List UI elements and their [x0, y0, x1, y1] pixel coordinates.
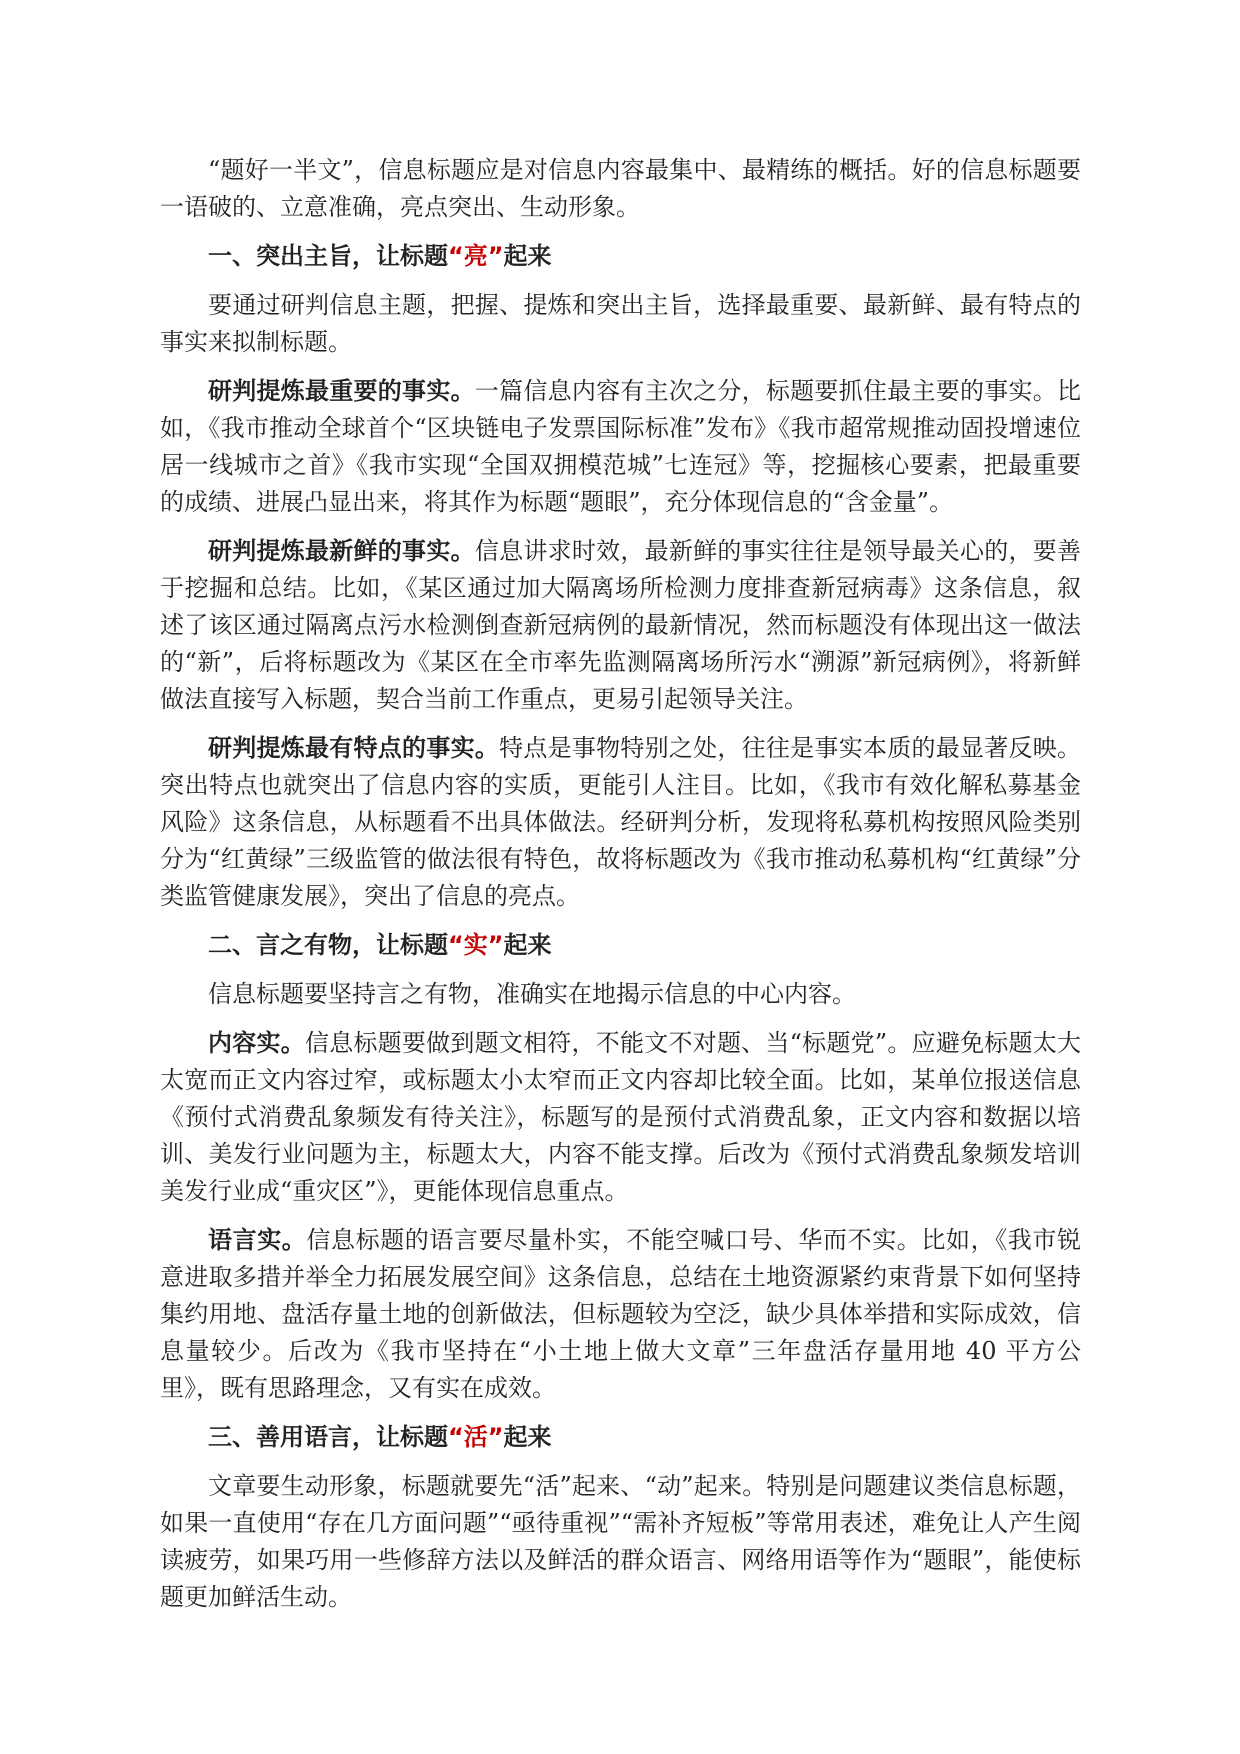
item-text: 信息标题要做到题文相符，不能文不对题、当“标题党”。应避免标题太大太宽而正文内容过窄，或标题太小太窄而正文内容却比较全面。比如，某单位报送信息《预付式消费乱象频发有待关注》，标题写的是预付式消费乱象，正文内容和数据以培训、美发行业问题为主，标题太大，内容不能支撑。后改为《预付式消费乱象频发培训美发行业成“重灾区”》，更能体现信息重点。	[160, 1029, 1082, 1205]
item-text: 一篇信息内容有主次之分，标题要抓住最主要的事实。比如，《我市推动全球首个“区块链电子发票国际标准”发布》《我市超常规推动固投增速位居一线城市之首》《我市实现“全国双拥模范城”七连冠》等，挖掘核心要素，把最重要的成绩、进展凸显出来，将其作为标题“题眼”，充分体现信息的“含金量”。	[160, 377, 1081, 516]
item-lead: 研判提炼最重要的事实。	[208, 377, 475, 405]
intro-paragraph: “题好一半文”，信息标题应是对信息内容最集中、最精练的概括。好的信息标题要一语破的、立意准确，亮点突出、生动形象。	[160, 156, 1081, 221]
item-lead: 研判提炼最新鲜的事实。	[208, 537, 475, 565]
section-heading-3	[160, 1419, 1081, 1456]
item-paragraph	[160, 533, 1081, 718]
section-heading-suffix: 起来	[503, 242, 552, 270]
section-heading-text: 二、言之有物，让标题	[208, 931, 448, 959]
item-text: 信息标题的语言要尽量朴实，不能空喊口号、华而不实。比如，《我市锐意进取多措并举全力拓展发展空间》这条信息，总结在土地资源紧约束背景下如何坚持集约用地、盘活存量土地的创新做法，但标题较为空泛，缺少具体举措和实际成效，信息量较少。后改为《我市坚持在“小土地上做大文章”三年盘活存量用地 40 平方公里》，既有思路理念，又有实在成效。	[160, 1226, 1082, 1402]
section-heading-suffix: 起来	[503, 1423, 552, 1451]
section-heading-keyword: “活”	[448, 1423, 504, 1451]
section-intro-paragraph: 文章要生动形象，标题就要先“活”起来、“动”起来。特别是问题建议类信息标题，如果一直使用“存在几方面问题”“亟待重视”“需补齐短板”等常用表述，难免让人产生阅读疲劳，如果巧用一些修辞方法以及鲜活的群众语言、网络用语等作为“题眼”，能使标题更加鲜活生动。	[160, 1472, 1081, 1611]
item-lead: 研判提炼最有特点的事实。	[208, 734, 500, 762]
item-paragraph	[160, 1025, 1081, 1210]
item-paragraph	[160, 1222, 1081, 1407]
section-intro-paragraph: 信息标题要坚持言之有物，准确实在地揭示信息的中心内容。	[208, 980, 856, 1008]
item-lead: 内容实。	[208, 1029, 305, 1057]
section-intro-paragraph: 要通过研判信息主题，把握、提炼和突出主旨，选择最重要、最新鲜、最有特点的事实来拟制标题。	[160, 291, 1081, 356]
section-heading-text: 三、善用语言，让标题	[208, 1423, 448, 1451]
item-paragraph	[160, 730, 1081, 915]
section-heading-keyword: “亮”	[448, 242, 504, 270]
section-heading-suffix: 起来	[503, 931, 552, 959]
document-body	[160, 152, 1081, 1628]
item-text: 信息讲求时效，最新鲜的事实往往是领导最关心的，要善于挖掘和总结。比如，《某区通过加大隔离场所检测力度排查新冠病毒》这条信息，叙述了该区通过隔离点污水检测倒查新冠病例的最新情况，然而标题没有体现出这一做法的“新”，后将标题改为《某区在全市率先监测隔离场所污水“溯源”新冠病例》，将新鲜做法直接写入标题，契合当前工作重点，更易引起领导关注。	[160, 537, 1081, 713]
section-heading-text: 一、突出主旨，让标题	[208, 242, 448, 270]
item-lead: 语言实。	[208, 1226, 307, 1254]
item-paragraph	[160, 373, 1081, 521]
section-heading-1	[160, 238, 1081, 275]
section-heading-2	[160, 927, 1081, 964]
section-heading-keyword: “实”	[448, 931, 504, 959]
item-text: 特点是事物特别之处，往往是事实本质的最显著反映。突出特点也就突出了信息内容的实质，更能引人注目。比如，《我市有效化解私募基金风险》这条信息，从标题看不出具体做法。经研判分析，发现将私募机构按照风险类别分为“红黄绿”三级监管的做法很有特色，故将标题改为《我市推动私募机构“红黄绿”分类监管健康发展》，突出了信息的亮点。	[160, 734, 1082, 910]
